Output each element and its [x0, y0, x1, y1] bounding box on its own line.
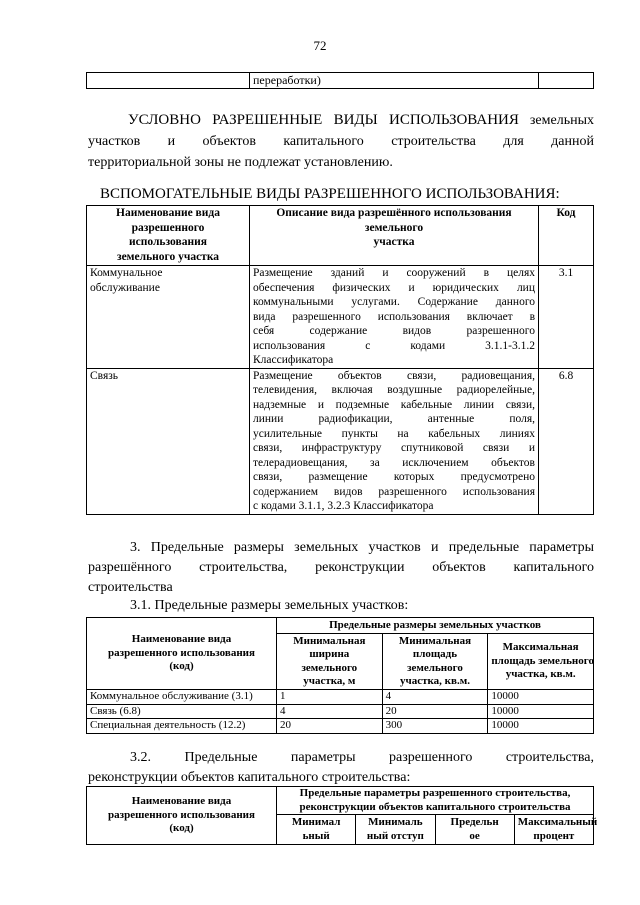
params-header-name: Наименование вида разрешенного использования (код) [87, 787, 277, 845]
section-3-paragraph: 3. Предельные размеры земельных участков и предельные параметры разрешённого строительства, реконструкции объектов капитального строительства [88, 540, 594, 595]
land-sizes-table [86, 617, 594, 734]
page-number: 72 [313, 38, 327, 53]
params-header-col4: Максимальный процент [514, 815, 593, 845]
sizes-row: Специальная деятельность (12.2) 20 300 10000 [87, 719, 594, 734]
sizes-row: Связь (6.8) 4 20 10000 [87, 704, 594, 719]
sizes-header-name: Наименование вида разрешенного использования (код) [87, 618, 277, 690]
aux-row-communal: Коммунальное обслуживание Размещение зданий и сооружений в целях обеспечения физических и юридических лиц коммунальными услугами. Содержание данного вида разрешенного использования включает в себя содержание видов разрешенного использования с кодами 3.1.1-3.1.2 Классификатора 3.1 [87, 266, 594, 369]
params-header-col1: Минимал ьный [277, 815, 356, 845]
conditional-line-2: участков и объектов капитального строительства для данной [88, 134, 594, 149]
params-header-col2: Минималь ный отступ [356, 815, 435, 845]
sizes-header-min-width: Минимальная ширина земельного участка, м [277, 634, 383, 690]
sizes-header-max-area: Максимальная площадь земельного участка, кв.м. [488, 634, 594, 690]
aux-table-header: Наименование вида разрешенного использования земельного участка Описание вида разрешённого использования земельного участка Код [87, 206, 594, 266]
aux-row-communication: Связь Размещение объектов связи, радиовещания, телевидения, включая воздушные радиорелейные, надземные и подземные кабельные линии связи, линии радиофикации, антенные поля, усилительные пункты на кабельных линиях связи, инфраструктуру спутниковой связи и телерадиовещания, за исключением объектов связи, размещение которых предусмотрено содержанием видов разрешенного использования с кодами 3.1.1, 3.2.3 Классификатора 6.8 [87, 368, 594, 514]
build-params-table [86, 786, 598, 845]
conditional-line-3: территориальной зоны не подлежат установлению. [88, 155, 393, 170]
top-table-cell: переработки) [250, 73, 539, 89]
section-3-2-paragraph: 3.2. Предельные параметры разрешенного строительства, реконструкции объектов капитального строительства: [88, 750, 594, 785]
conditional-use-paragraph [88, 110, 594, 173]
params-header-col3: Предельн ое [435, 815, 514, 845]
section-3-1-title: 3.1. Предельные размеры земельных участков: [130, 598, 409, 613]
sizes-row: Коммунальное обслуживание (3.1) 1 4 10000 [87, 690, 594, 705]
conditional-caps: УСЛОВНО РАЗРЕШЕННЫЕ ВИДЫ ИСПОЛЬЗОВАНИЯ [128, 112, 519, 128]
sizes-header-min-area: Минимальная площадь земельного участка, кв.м. [382, 634, 488, 690]
conditional-rest: земельных [529, 113, 594, 128]
sizes-header-group: Предельные размеры земельных участков [277, 618, 594, 634]
top-table-fragment [86, 72, 594, 89]
aux-uses-table [86, 205, 594, 515]
aux-heading: ВСПОМОГАТЕЛЬНЫЕ ВИДЫ РАЗРЕШЕННОГО ИСПОЛЬЗОВАНИЯ: [100, 186, 560, 202]
params-header-group: Предельные параметры разрешенного строительства, реконструкции объектов капитального строительства [277, 787, 594, 815]
